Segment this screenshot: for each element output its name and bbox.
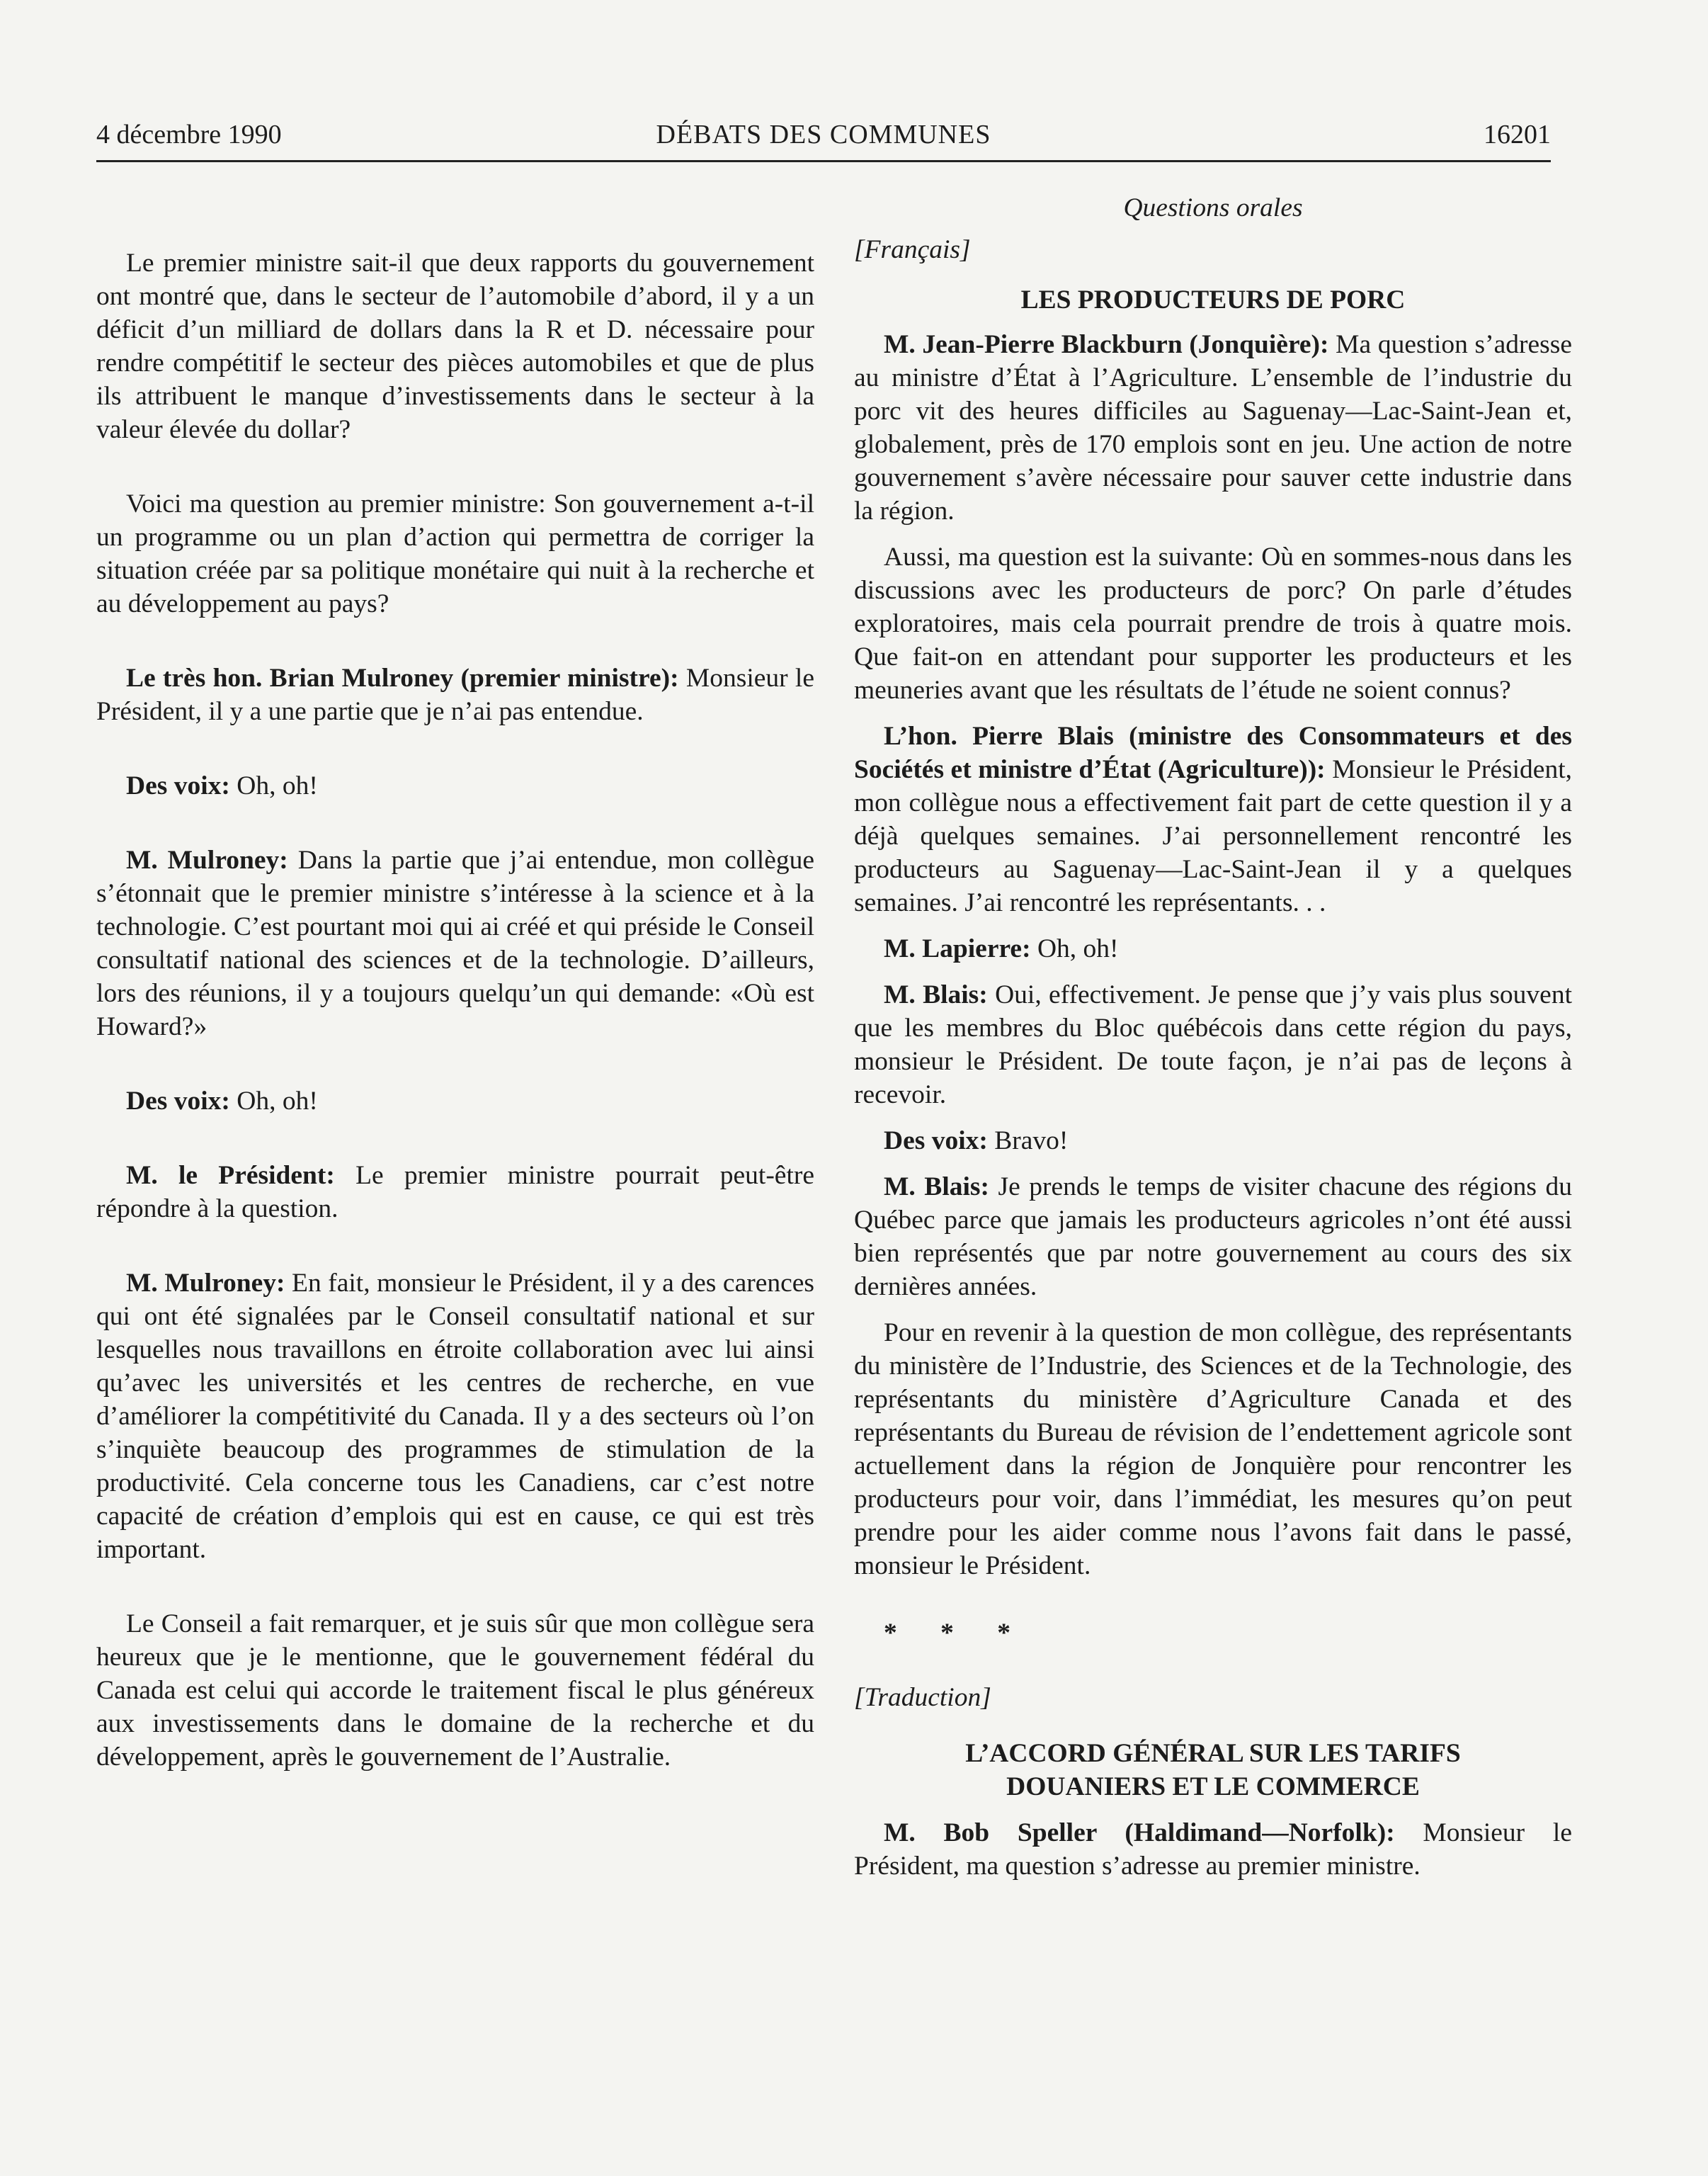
paragraph: M. Bob Speller (Haldimand—Norfolk): Monsieur le Président, ma question s’adresse au premier ministre. [854,1818,1572,1881]
paragraph: Le Conseil a fait remarquer, et je suis sûr que mon collègue sera heureux que je le mentionne, que le gouvernement fédéral du Canada est celui qui accorde le traitement fiscal le plus généreux aux investissements dans le domaine de la recherche et du développement, après le gouvernement de l’Australie. [96,1609,814,1772]
paragraph: Des voix: Oh, oh! [126,1087,318,1116]
speaker-name: M. Blais: [884,1172,989,1201]
section-separator: * * * [884,1619,1029,1648]
paragraph: Des voix: Bravo! [884,1126,1069,1155]
speaker-name: M. Blais: [884,980,988,1009]
section-heading: DOUANIERS ET LE COMMERCE [1006,1772,1420,1801]
paragraph: Le très hon. Brian Mulroney (premier ministre): Monsieur le Président, il y a une partie que je n’ai pas entendue. [96,664,814,726]
speaker-name: Des voix: [884,1126,988,1155]
paragraph: Le premier ministre sait-il que deux rapports du gouvernement ont montré que, dans le secteur de l’automobile d’abord, il y a un déficit d’un milliard de dollars dans la R et D. nécessaire pour rendre compétitif le secteur des pièces automobiles et que de plus ils attribuent le manque d’investissements dans le secteur à la valeur élevée du dollar? [96,249,814,444]
speaker-name: M. Jean-Pierre Blackburn (Jonquière): [884,330,1329,359]
section-heading: LES PRODUCTEURS DE PORC [1020,285,1406,314]
paragraph: L’hon. Pierre Blais (ministre des Consommateurs et des Sociétés et ministre d’État (Agriculture)): Monsieur le Président, mon collègue nous a effectivement fait part de cette question il y a déjà quelques semaines. J’ai personnellement rencontré les producteurs au Saguenay—Lac-Saint-Jean il y a quelques semaines. J’ai rencontré les représentants. . . [854,722,1572,917]
speaker-name: Des voix: [126,1087,230,1116]
paragraph: M. Mulroney: Dans la partie que j’ai entendue, mon collègue s’étonnait que le premier ministre s’intéresse à la science et à la technologie. C’est pourtant moi qui ai créé et qui préside le Conseil consultatif national des sciences et de la technologie. D’ailleurs, lors des réunions, il y a toujours quelqu’un qui demande: «Où est Howard?» [96,846,814,1041]
language-tag: [Français] [854,235,971,264]
speaker-name: M. Lapierre: [884,934,1031,963]
speaker-name: M. Bob Speller (Haldimand—Norfolk): [884,1818,1395,1847]
paragraph: M. Jean-Pierre Blackburn (Jonquière): Ma question s’adresse au ministre d’État à l’Agriculture. L’ensemble de l’industrie du porc vit des heures difficiles au Saguenay—Lac-Saint-Jean et, globalement, près de 170 emplois sont en jeu. Une action de notre gouvernement s’avère nécessaire pour sauver cette industrie dans la région. [854,330,1572,526]
header-rule [96,160,1551,162]
speaker-name: Le très hon. Brian Mulroney (premier ministre): [126,664,679,693]
speaker-name: M. Mulroney: [126,846,288,875]
paragraph: Aussi, ma question est la suivante: Où en sommes-nous dans les discussions avec les producteurs de porc? On parle d’études exploratoires, mais cela pourrait prendre de trois à quatre mois. Que fait-on en attendant pour supporter les producteurs et les meuneries avant que les résultats de l’étude ne soient connus? [854,543,1572,705]
header-title: DÉBATS DES COMMUNES [656,120,991,149]
section-label: Questions orales [1123,193,1303,222]
section-heading: L’ACCORD GÉNÉRAL SUR LES TARIFS [965,1739,1461,1768]
speaker-name: Des voix: [126,771,230,800]
header-date: 4 décembre 1990 [96,120,282,149]
paragraph: Pour en revenir à la question de mon collègue, des représentants du ministère de l’Industrie, des Sciences et de la Technologie, des représentants du ministère d’Agriculture Canada et des représentants du Bureau de révision de l’endettement agricole sont actuellement dans la région de Jonquière pour rencontrer les producteurs pour voir, dans l’immédiat, les mesures qu’on peut prendre pour les aider comme nous l’avons fait dans le passé, monsieur le Président. [854,1318,1572,1580]
paragraph: M. le Président: Le premier ministre pourrait peut-être répondre à la question. [96,1161,814,1223]
speaker-name: L’hon. Pierre Blais (ministre des Consommateurs et des Sociétés et ministre d’État (Agriculture)): [854,722,1572,784]
language-tag: [Traduction] [854,1683,991,1712]
left-column [96,191,814,1774]
page-number: 16201 [1484,120,1551,149]
speaker-name: M. le Président: [126,1161,335,1190]
right-column [854,191,1572,1883]
paragraph: M. Blais: Je prends le temps de visiter chacune des régions du Québec parce que jamais les producteurs agricoles n’ont été aussi bien représentés que par notre gouvernement au cours des six dernières années. [854,1172,1572,1301]
paragraph: M. Lapierre: Oh, oh! [884,934,1119,963]
paragraph: Des voix: Oh, oh! [126,771,318,800]
paragraph: M. Mulroney: En fait, monsieur le Président, il y a des carences qui ont été signalées par le Conseil consultatif national et sur lesquelles nous travaillons en étroite collaboration avec lui ainsi qu’avec les universités et les centres de recherche, en vue d’améliorer la compétitivité du Canada. Il y a des secteurs où l’on s’inquiète beaucoup des programmes de stimulation de la productivité. Cela concerne tous les Canadiens, car c’est notre capacité de création d’emplois qui est en cause, ce qui est très important. [96,1269,814,1564]
paragraph: Voici ma question au premier ministre: Son gouvernement a-t-il un programme ou un plan d’action qui permettra de corriger la situation créée par sa politique monétaire qui nuit à la recherche et au développement au pays? [96,489,814,618]
page-header [96,119,1551,160]
speaker-name: M. Mulroney: [126,1269,285,1298]
paragraph: M. Blais: Oui, effectivement. Je pense que j’y vais plus souvent que les membres du Bloc québécois dans cette région du pays, monsieur le Président. De toute façon, je n’ai pas de leçons à recevoir. [854,980,1572,1109]
